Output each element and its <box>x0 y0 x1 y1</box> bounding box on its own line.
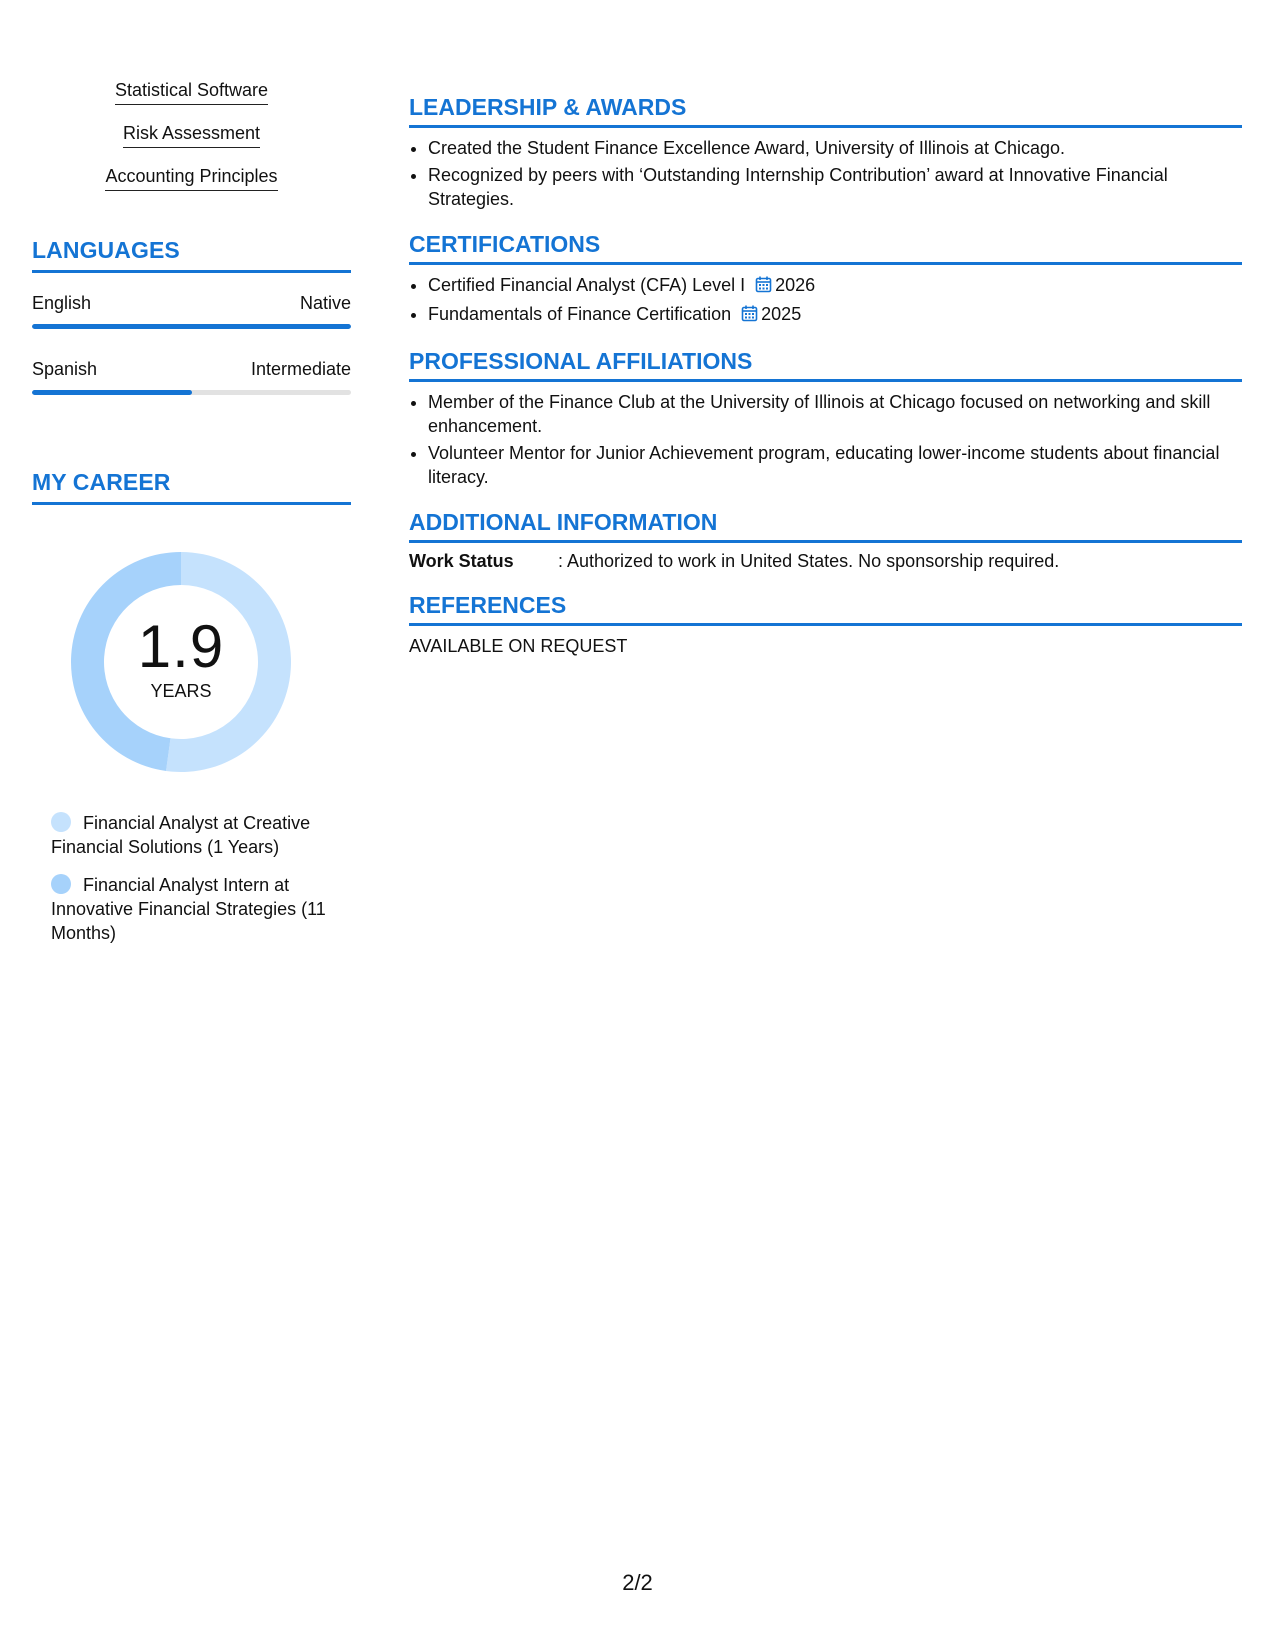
references-text: AVAILABLE ON REQUEST <box>409 636 628 656</box>
career-donut-center <box>66 547 296 777</box>
language-level: Native <box>299 293 351 313</box>
language-level: Intermediate <box>250 359 351 379</box>
legend-label: Financial Analyst Intern at Innovative Financial Strategies (11 Months) <box>51 875 326 943</box>
legend-label: Financial Analyst at Creative Financial Solutions (1 Years) <box>51 813 311 857</box>
list-item: • Volunteer Mentor for Junior Achievement program, educating lower-income students about financial literacy. <box>428 441 1242 489</box>
language-proficiency-bar <box>32 324 351 329</box>
leadership-section <box>409 94 1242 211</box>
languages-section <box>32 237 351 395</box>
skill-item: Risk Assessment <box>123 123 260 148</box>
career-section <box>32 469 351 945</box>
language-item <box>32 359 351 395</box>
language-name: English <box>32 293 92 313</box>
career-legend-item <box>51 811 341 859</box>
left-column <box>32 80 351 959</box>
list-item: • Created the Student Finance Excellence Award, University of Illinois at Chicago. <box>428 136 1242 160</box>
certification-year: 2025 <box>761 304 802 324</box>
skill-list <box>32 80 351 209</box>
career-heading: MY CAREER <box>32 469 351 505</box>
calendar-icon <box>741 304 758 328</box>
legend-dot <box>51 812 71 832</box>
language-item <box>32 293 351 329</box>
career-donut <box>66 547 296 777</box>
certifications-heading: CERTIFICATIONS <box>409 231 1242 265</box>
list-item: • Member of the Finance Club at the University of Illinois at Chicago focused on networking and skill enhancement. <box>428 390 1242 438</box>
language-proficiency-fill <box>32 390 192 395</box>
calendar-icon <box>755 275 772 299</box>
language-proficiency-fill <box>32 324 351 329</box>
career-legend-item <box>51 873 341 945</box>
certifications-section <box>409 231 1242 328</box>
career-total-unit: YEARS <box>150 681 212 701</box>
affiliations-heading: PROFESSIONAL AFFILIATIONS <box>409 348 1242 382</box>
certification-year: 2026 <box>775 275 816 295</box>
additional-section <box>409 509 1242 572</box>
affiliations-section <box>409 348 1242 489</box>
certification-name: Fundamentals of Finance Certification <box>428 304 732 324</box>
work-status-row <box>409 551 1242 572</box>
list-item: • Recognized by peers with ‘Outstanding Internship Contribution’ award at Innovative Financial Strategies. <box>428 163 1242 211</box>
career-legend <box>51 811 341 945</box>
skill-item: Accounting Principles <box>105 166 277 191</box>
languages-heading: LANGUAGES <box>32 237 351 273</box>
work-status-label: Work Status <box>409 551 514 571</box>
references-section <box>409 592 1242 657</box>
list-item <box>428 302 1242 328</box>
certification-name: Certified Financial Analyst (CFA) Level I <box>428 275 746 295</box>
references-heading: REFERENCES <box>409 592 1242 626</box>
right-column <box>409 94 1242 677</box>
language-proficiency-bar <box>32 390 351 395</box>
language-name: Spanish <box>32 359 98 379</box>
leadership-heading: LEADERSHIP & AWARDS <box>409 94 1242 128</box>
legend-dot <box>51 874 71 894</box>
skill-item: Statistical Software <box>115 80 268 105</box>
list-item <box>428 273 1242 299</box>
additional-heading: ADDITIONAL INFORMATION <box>409 509 1242 543</box>
career-total-value: 1.9 <box>137 613 225 680</box>
page-number: 2/2 <box>622 1570 653 1595</box>
work-status-value: : Authorized to work in United States. No sponsorship required. <box>558 551 1060 571</box>
